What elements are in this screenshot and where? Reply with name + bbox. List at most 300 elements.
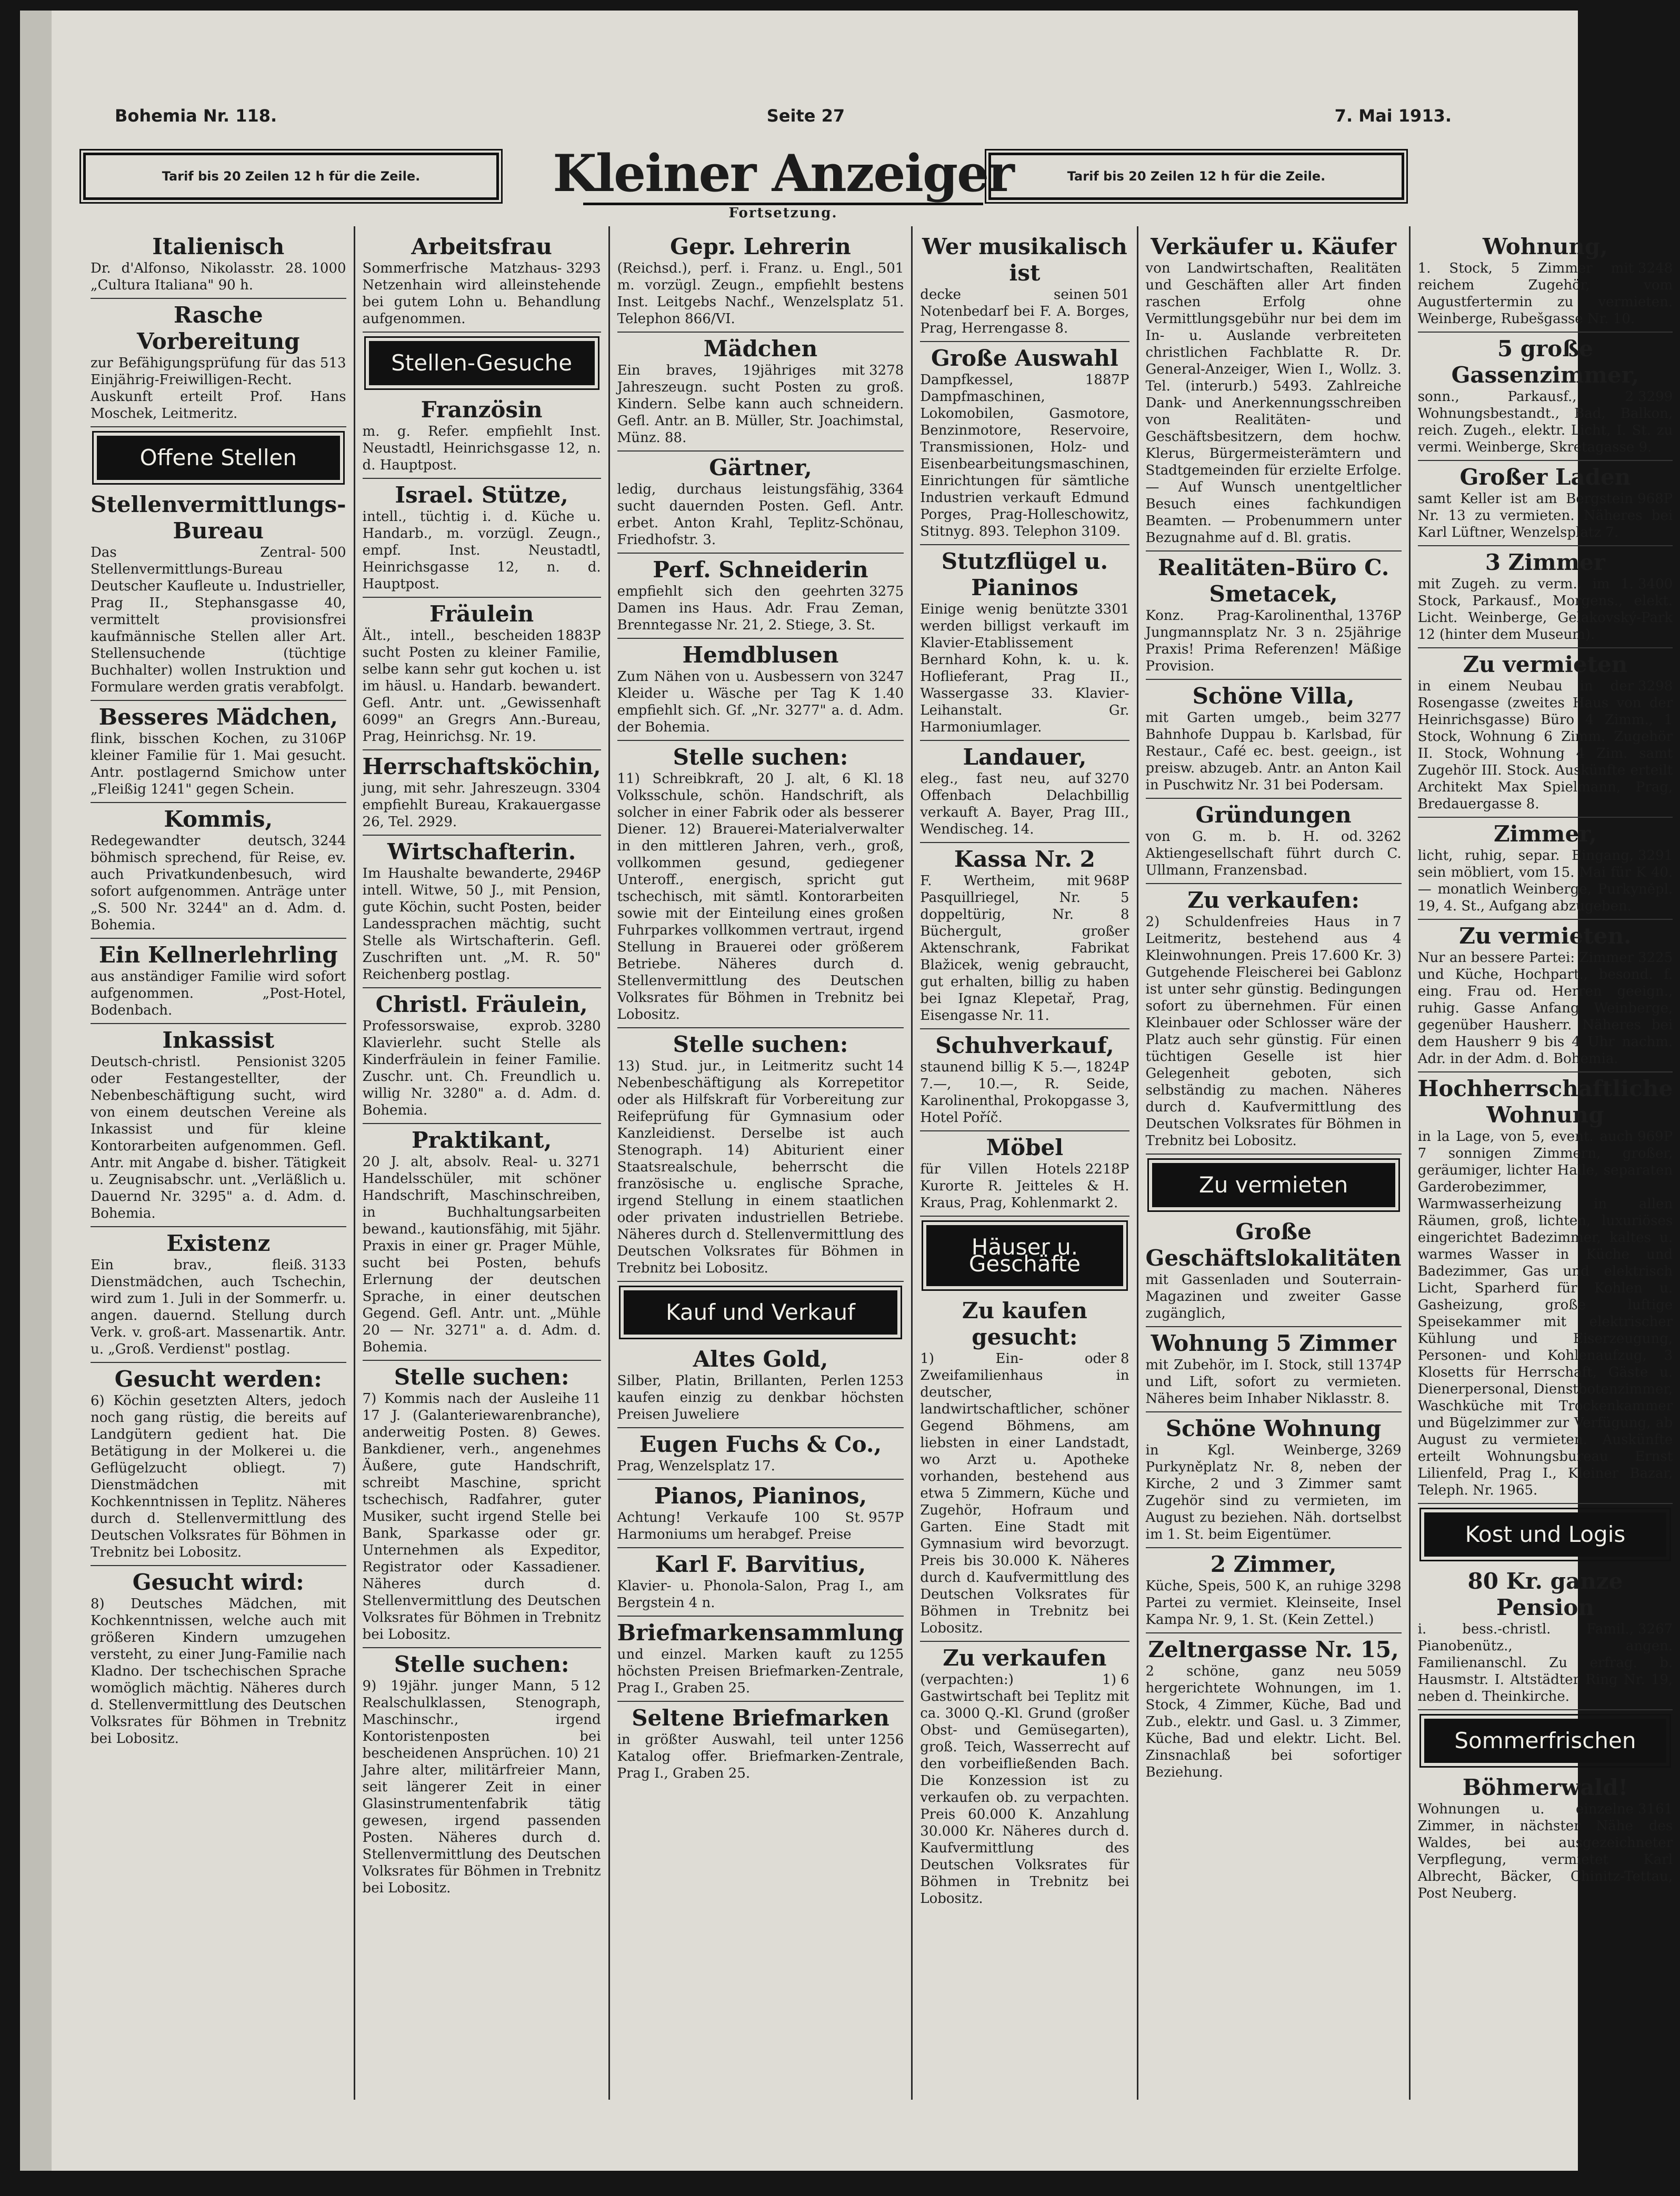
classified-ad: [617, 452, 904, 554]
ad-headline: Zu verkaufen:: [1187, 887, 1359, 913]
classified-ad: [617, 1343, 904, 1428]
ad-text: Das Zentral-Stellenvermittlungs-Bureau Deutscher Kaufleute u. Industrieller, Prag II., Stephansgasse 40, vermittelt provisionsfrei kaufmännische Stellen aller Art. Stellensuchende (tüchtige Buchhalter) wollen Instruktion und Formulare werden gratis verabfolgt.: [91, 545, 346, 695]
ad-text: 8) Deutsches Mädchen, mit Kochkenntnissen, welche auch mit größeren Kindern umzugehen versteht, zu einer Jung-Familie nach Kladno. Der tschechischen Sprache womöglich mächtig. Näheres durch d. Stellenvermittlung des Deutschen Volksrates für Böhmen in Trebnitz bei Lobositz.: [91, 1596, 346, 1747]
ad-body: [1146, 607, 1402, 675]
ad-reference-number: 3298: [1366, 1578, 1402, 1594]
classified-ad: [617, 1548, 904, 1617]
classified-ad: [91, 939, 346, 1024]
classified-ad: [1146, 1548, 1402, 1633]
ad-reference-number: 968P: [1094, 873, 1129, 889]
ad-text: mit Garten umgeb., beim Bahnhofe Duppau b. Karlsbad, für Restaur., Café ec. best. geeign., ist preisw. abzugeb. Antr. an Anton Kail in Puschwitz Nr. 31 bei Podersam.: [1145, 710, 1402, 793]
ad-body: [1146, 1663, 1402, 1781]
ad-reference-number: 1824P: [1085, 1059, 1129, 1075]
ad-headline: Französin: [421, 397, 543, 423]
classified-ad: [363, 1648, 601, 1901]
classified-ad: [91, 1363, 346, 1566]
ad-text: Zum Nähen von u. Ausbessern von Kleider u. Wäsche per Tag K 1.40 empfiehlt sich. Gf. „Nr. 3277" a. d. Adm. der Bohemia.: [617, 669, 904, 735]
ad-text: 20 J. alt, absolv. Real- u. Handelsschüler, mit schöner Handschrift, Maschinschreiben, in Buchhaltungsarbeiten bewand., kautionsfähig, mit 5jähr. Praxis in einer gr. Prager Mühle, sucht bei Posten, behufs Erlernung der deutschen Sprache, in einer deutschen Gegend. Gefl. Antr. unt. „Mühle 20 — Nr. 3271" a. d. Adm. d. Bohemia.: [362, 1154, 601, 1355]
masthead-title: Kleiner Anzeiger: [553, 144, 1014, 203]
ad-text: 1. Stock, 5 Zimmer mit reichem Zugehör, vom Augustfertermin zu vermieten. Weinberge, Rubešgasse Nr. 10.: [1417, 260, 1673, 327]
ad-body: [920, 601, 1129, 736]
ad-body: [617, 1509, 904, 1543]
ad-headline: Karl F. Barvitius,: [655, 1551, 866, 1577]
ad-text: von Landwirtschaften, Realitäten und Geschäften aller Art finden raschen Erfolg ohne Vermittlungsgebühr nur bei dem im In- u. Auslande verbreiteten christlichen Fachblatte R. Dr. General-Anzeiger, Wien I., Wollz. 3. Tel. (interurb.) 5493. Zahlreiche Dank- und Anerkennungsschreiben von Realitäten- und Geschäftsbesitzern, dem hochw. Klerus, Bürgermeisterämtern und Stadtgemeinden für erzielte Erfolge. — Auf Wunsch unentgeltlicher Besuch eines fachkundigen Beamten. — Probenummern unter Bezugnahme auf d. Bl. gratis.: [1145, 260, 1402, 546]
ad-headline: Zimmer,: [1493, 821, 1597, 847]
ad-reference-number: 3278: [869, 363, 904, 378]
ad-body: [617, 1372, 904, 1423]
section-heading-box: Kost und Logis: [1424, 1512, 1667, 1557]
classified-ad: [1146, 551, 1402, 680]
tariff-text-right: Tarif bis 20 Zeilen 12 h für die Zeile.: [1067, 169, 1326, 184]
ad-reference-number: 1256: [869, 1732, 904, 1748]
classified-ad: [617, 741, 904, 1028]
classified-ad: [920, 545, 1129, 741]
ad-text: Silber, Platin, Brillanten, Perlen kaufen einzig zu denkbar höchsten Preisen Juweliere: [617, 1373, 904, 1422]
ad-reference-number: 3275: [869, 584, 904, 599]
ad-text: (verpachten:) 1) Gastwirtschaft bei Teplitz mit ca. 3000 Q.-Kl. Grund (großer Obst- und Gemüsegarten), groß. Teich, Wasserrecht auf den vorbeifließenden Bach. Die Konzession ist zu verkaufen ob. zu verpachten. Preis 60.000 K. Anzahlung 30.000 Kr. Näheres durch d. Kaufvermittlung des Deutschen Volksrates für Böhmen in Trebnitz bei Lobositz.: [920, 1672, 1129, 1907]
ad-headline: Wirtschafterin.: [387, 839, 576, 865]
ad-headline: 5 große Gassenzimmer,: [1451, 336, 1639, 388]
classified-ad: [363, 1124, 601, 1361]
ad-body: [920, 770, 1129, 838]
ad-reference-number: 3248: [1638, 260, 1673, 276]
ad-column-6: [1411, 226, 1680, 2100]
classified-ad: [363, 598, 601, 750]
page-edge-shadow: [20, 11, 52, 2171]
ad-text: eleg., fast neu, auf Offenbach Delachbillig verkauft A. Bayer, Prag III., Wendischeg. 14.: [920, 771, 1129, 837]
ad-text: m. g. Refer. empfiehlt Inst. Neustadtl, Heinrichsgasse 12, n. d. Hauptpost.: [362, 424, 601, 473]
ad-body: [363, 627, 601, 745]
ad-body: [617, 1058, 904, 1277]
classified-ad: [1146, 680, 1402, 799]
ad-reference-number: 3133: [311, 1257, 346, 1273]
ad-reference-number: 1374P: [1357, 1357, 1402, 1373]
ad-text: flink, bisschen Kochen, zu kleiner Familie für 1. Mai gesucht. Antr. postlagernd Smichow unter „Fleißig 1241" gegen Schein.: [91, 731, 346, 797]
classified-ad: [363, 479, 601, 598]
ad-body: [91, 260, 346, 294]
ad-text: ledig, durchaus leistungsfähig, sucht dauernden Posten. Gefl. Antr. erbet. Anton Krahl, Teplitz-Schönau, Friedhofstr. 3.: [617, 482, 904, 548]
ad-body: [363, 423, 601, 474]
ad-reference-number: 501: [1103, 287, 1129, 303]
classified-ad: [1146, 884, 1402, 1155]
tariff-text-left: Tarif bis 20 Zeilen 12 h für die Zeile.: [162, 169, 421, 184]
classified-ad: [1418, 1771, 1673, 1906]
ad-headline: Zu vermieten.: [1459, 923, 1632, 949]
ad-headline: Existenz: [166, 1230, 271, 1256]
ad-text: Redegewandter deutsch, böhmisch sprechend, für Reise, ev. auch Privatkundenbesuch, wird sofort aufgenommen. Anträge unter „S. 500 Nr. 3244" an d. Adm. d. Bohemia.: [91, 833, 346, 933]
ad-headline: Arbeitsfrau: [411, 234, 552, 259]
classified-ad: [1146, 1412, 1402, 1548]
ad-text: Achtung! Verkaufe 100 St. Harmoniums um herabgef. Preise: [617, 1510, 865, 1542]
ad-body: [920, 1671, 1129, 1907]
ad-text: Ein brav., fleiß. Dienstmädchen, auch Tschechin, wird zum 1. Juli in der Sommerfr. u. angen. dauernd. Stellung durch Verk. v. groß-art. Massenartik. Antr. u. „Groß. Verdienst" postlag.: [91, 1257, 346, 1357]
ad-body: [91, 1054, 346, 1222]
classified-ad: [920, 1642, 1129, 1911]
ad-text: decke seinen Notenbedarf bei F. A. Borges, Prag, Herrengasse 8.: [920, 287, 1129, 336]
ad-body: [617, 770, 904, 1023]
classified-ad: [1146, 1327, 1402, 1412]
classified-ad: [920, 230, 1129, 342]
ad-text: Dr. d'Alfonso, Nikolasstr. 28. „Cultura Italiana" 90 h.: [91, 260, 307, 293]
ad-body: [1418, 1801, 1673, 1902]
classified-ad: [617, 1028, 904, 1282]
ad-text: (Reichsd.), perf. i. Franz. u. Engl., m. vorzügl. Zeugn., empfiehlt bestens Inst. Leitgebs Nachf., Wenzelsplatz 51. Telephon 866/VI.: [617, 260, 904, 327]
ad-body: [617, 1646, 904, 1697]
ad-text: Im Haushalte bewanderte, intell. Witwe, 50 J., mit Pension, gute Köchin, sucht Posten, beider Landessprachen mächtig, sucht Stelle als Wirtschafterin. Gefl. Zuschriften unt. „M. R. 50" Reichenberg postlag.: [362, 866, 601, 982]
ad-text: in einem Neubau in der Rosengasse (zweites Haus von der Heinrichsgasse) Büro 4 Zimm., 1 Stock, Wohnung 6 Zimm. Zugehör II. Stock, Wohnung 4 Zim. samt Zugehör III. Stock. Auskünfte erteilt Architekt Max Spielmann, Prag, Bredauergasse 8.: [1417, 678, 1673, 812]
ad-body: [91, 833, 346, 934]
ad-headline: Altes Gold,: [693, 1346, 828, 1372]
ad-text: 2) Schuldenfreies Haus in Leitmeritz, bestehend aus 4 Kleinwohnungen. Preis 17.600 Kr. 3) Gutgehende Fleischerei bei Gablonz ist unter sehr günstig. Bedingungen sofort zu übernehmen. Für einen Kleinbauer oder Schlosser wäre der Platz auch sehr günstig. Für einen tüchtigen Geselle ist hier Gelegenheit geboten, sich selbständig zu machen. Näheres durch d. Kaufvermittlung des Deutschen Volksrates für Böhmen in Trebnitz bei Lobositz.: [1145, 914, 1402, 1149]
ad-headline: Schöne Wohnung: [1165, 1416, 1382, 1441]
classified-ad: [1418, 1072, 1673, 1504]
ad-text: zur Befähigungsprüfung für das Einjährig-Freiwilligen-Recht. Auskunft erteilt Prof. Hans Moschek, Leitmeritz.: [91, 355, 346, 422]
ad-text: F. Wertheim, mit Pasquillriegel, Nr. 5 doppeltürig, Nr. 8 Büchergult, großer Aktenschrank, Fabrikat Blažicek, wenig gebraucht, gut erhalten, billig zu haben bei Ignaz Klepetař, Prag, Eisengasse Nr. 11.: [920, 873, 1129, 1024]
classified-ad: [1146, 799, 1402, 884]
ad-headline: Herrschaftsköchin,: [362, 754, 601, 779]
ad-reference-number: 6: [1121, 1672, 1129, 1688]
ad-body: [91, 1596, 346, 1747]
ad-text: in la Lage, von 5, event. auch 7 sonnigen Zimmern, großer, geräumiger, lichter Halle, separaten Garderobezimmer, Warmwasserheizung in allen Räumen, groß, lichten, luxuriöses eingerichtet Badezimmer, kaltes u. warmes Wasser in Küche und Badezimmer, Gas und elektrisch Licht, Sparherd für Kohlen u. Gasheizung, große luftige Speisekammer mit elektrischer Kühlung und Eiserzeugung, Personen- und Kohlenaufzug, 3 Klosetts für Herrschaft, Gäste u. Dienerpersonal, Dienstbotenzimmer, Waschküche mit Trockenkammer und Bügelzimmer zur Verfügung, ab August zu vermieten. Auskünfte erteilt Wohnungsbureau Ernst Lilienfeld, Prag I., Kleiner Bazar, Teleph. Nr. 1965.: [1417, 1129, 1673, 1498]
ad-text: 7) Kommis nach der Ausleihe 17 J. (Galanteriewarenbranche), anderweitig Posten. 8) Gewes. Bankdiener, verh., angenehmes Äußere, gute Handschrift, schreibt Maschine, spricht tschechisch, Radfahrer, guter Musiker, sucht irgend Stelle bei Bank, Sparkasse oder gr. Unternehmen als Expeditor, Registrator oder Kassadiener. Näheres durch d. Stellenvermittlung des Deutschen Volksrates für Böhmen in Trebnitz bei Lobositz.: [362, 1391, 601, 1642]
ad-reference-number: 3299: [1638, 389, 1673, 405]
ad-text: i. bess.-christl. Famil., Pianobenütz., angen. Familienanschl. Zu erfrag. b. Hausmstr. I. Altstädter Ring Nr. 19, neben d. Theinkirche.: [1417, 1621, 1673, 1704]
ad-reference-number: 3161: [1638, 1801, 1673, 1817]
classified-ad: [91, 299, 346, 427]
ad-headline: Zu kaufen gesucht:: [962, 1298, 1087, 1350]
classified-ad: [363, 988, 601, 1124]
classified-ad: [1146, 1216, 1402, 1327]
ad-body: [1418, 1128, 1673, 1499]
ad-body: [91, 1257, 346, 1358]
ad-reference-number: 11: [583, 1391, 601, 1407]
classified-ad: [363, 750, 601, 836]
ad-text: 13) Stud. jur., in Leitmeritz sucht Nebenbeschäftigung als Korrepetitor oder als Hilfskraft für Vorbereitung zur Reifeprüfung für Gymnasium oder Kanzleidienst. Derselbe ist auch Stenograph. 14) Abiturient einer Staatsrealschule, beherrscht die französische u. englische Sprache, irgend Stellung in einem staatlichen oder privaten industriellen Betriebe. Näheres durch d. Stellenvermittlung des Deutschen Volksrates für Böhmen in Trebnitz bei Lobositz.: [617, 1058, 904, 1276]
ad-reference-number: 1000: [311, 260, 346, 276]
ad-body: [363, 508, 601, 593]
ad-text: empfiehlt sich den geehrten Damen ins Haus. Adr. Frau Zeman, Brenntegasse Nr. 21, 2. Stiege, 3. St.: [617, 584, 904, 633]
ad-text: intell., tüchtig i. d. Küche u. Handarb., m. vorzügl. Zeugn., empf. Inst. Neustadtl, Heinrichsgasse 12, n. d. Hauptpost.: [362, 509, 601, 592]
ad-headline: Wohnung,: [1482, 234, 1608, 259]
ad-text: Ein braves, 19jähriges mit Jahreszeugn. sucht Posten zu groß. Kindern. Selbe kann auch schneidern. Gefl. Antr. an B. Müller, Str. Joachimstal, Münz. 88.: [617, 363, 904, 446]
classified-ad: [617, 554, 904, 639]
section-heading-box: Sommerfrischen: [1424, 1719, 1667, 1763]
ad-body: [920, 1059, 1129, 1126]
ad-headline: 2 Zimmer,: [1210, 1551, 1337, 1577]
ad-reference-number: 3205: [311, 1054, 346, 1070]
ad-reference-number: 3270: [1094, 771, 1129, 787]
ad-headline: Zu verkaufen: [943, 1645, 1107, 1671]
ad-headline: 3 Zimmer: [1485, 549, 1606, 575]
ad-text: Ält., intell., bescheiden sucht Posten zu kleiner Familie, selbe kann sehr gut kochen u. ist im häusl. u. Handarb. bewandert. Gefl. Antr. unt. „Gewissenhaft 6099" an Gregrs Ann.-Bureau, Prag, Heinrichsg. Nr. 19.: [362, 628, 601, 745]
ad-reference-number: 3298: [1638, 678, 1673, 694]
ad-reference-number: 18: [886, 771, 904, 787]
ad-reference-number: 7: [1393, 914, 1402, 930]
ad-text: Konz. Prag-Karolinenthal, Jungmannsplatz Nr. 3 n. 25jährige Praxis! Prima Referenzen! Mäßige Provision.: [1145, 608, 1402, 674]
classified-ad: [91, 1227, 346, 1363]
ad-text: mit Gassenladen und Souterrain-Magazinen und zweiter Gasse zugänglich,: [1145, 1272, 1402, 1321]
ad-headline: Briefmarkensammlung: [617, 1620, 904, 1646]
ad-text: Sommerfrische Matzhaus-Netzenhain wird alleinstehende bei gutem Lohn u. Behandlung aufgenommen.: [362, 260, 601, 327]
classified-ad: [91, 701, 346, 803]
ad-reference-number: 2946P: [556, 866, 601, 881]
ad-headline: Möbel: [986, 1135, 1064, 1160]
section-heading-box: Häuser u. Geschäfte: [926, 1225, 1123, 1286]
ad-reference-number: 3277: [1366, 710, 1402, 726]
classified-ad: [1418, 230, 1673, 333]
ad-reference-number: 8: [1121, 1351, 1129, 1367]
ad-reference-number: 3400: [1638, 576, 1673, 592]
classified-ad: [363, 1361, 601, 1648]
ad-body: [920, 372, 1129, 540]
ad-body: [1146, 1442, 1402, 1543]
ad-body: [1418, 490, 1673, 541]
classified-ad: [1418, 648, 1673, 818]
ad-reference-number: 1376P: [1357, 608, 1402, 624]
ad-reference-number: 3225: [1638, 950, 1673, 966]
ad-text: mit Zubehör, im I. Stock, still und Lift, sofort zu vermieten. Näheres beim Inhaber Niklasstr. 8.: [1145, 1357, 1402, 1407]
ad-headline: Zeltnergasse Nr. 15,: [1148, 1637, 1399, 1662]
ad-text: 11) Schreibkraft, 20 J. alt, 6 Kl. Volksschule, schön. Handschrift, als solcher in einer Fabrik oder als besserer Diener. 12) Brauerei-Materialverwalter in den mittleren Jahren, verh., groß, vollkommen gesund, gediegener Unteroff., energisch, spricht gut tschechisch, mit sämtl. Kontorarbeiten sowie mit der Einteilung eines großen Fuhrparkes vollkommen vertraut, irgend Stellung in Brauerei oder größerem Betriebe. Näheres durch d. Stellenvermittlung des Deutschen Volksrates für Böhmen in Trebnitz bei Lobositz.: [617, 771, 904, 1022]
ad-text: staunend billig K 5.—, 7.—, 10.—, R. Seide, Karolinenthal, Prokopgasse 3, Hotel Poříč.: [920, 1059, 1129, 1126]
ad-text: aus anständiger Familie wird sofort aufgenommen. „Post-Hotel, Bodenbach.: [91, 969, 346, 1018]
classified-ad: [91, 1024, 346, 1227]
ad-reference-number: 3304: [566, 780, 601, 796]
ad-headline: Seltene Briefmarken: [632, 1705, 889, 1731]
classified-ad: [617, 333, 904, 452]
ad-body: [1146, 914, 1402, 1149]
ad-body: [1146, 1357, 1402, 1407]
ad-headline: Israel. Stütze,: [395, 482, 568, 508]
ad-reference-number: 3280: [566, 1018, 601, 1034]
ad-text: sonn., Parkausf., 2 Wohnungsbestandt., Bad, Balkon, reich. Zugeh., elektr. Licht, I. St. zu vermi. Weinberge, Skretagasse 9.: [1417, 389, 1673, 455]
ad-headline: Hochherrschaftliche Wohnung: [1417, 1076, 1673, 1128]
ad-text: von G. m. b. H. od. Aktiengesellschaft führt durch C. Ullmann, Franzensbad.: [1145, 829, 1402, 878]
ad-reference-number: 1887P: [1085, 372, 1129, 388]
newspaper-page: [20, 11, 1673, 2171]
ad-column-4: [913, 226, 1138, 2100]
ad-body: [617, 1578, 904, 1611]
ad-text: Professorswaise, exprob. Klavierlehr. sucht Stelle als Kinderfräulein in feiner Familie. Zuschr. unt. Ch. Freundlich u. willig Nr. 3280" a. d. Adm. d. Bohemia.: [362, 1018, 601, 1118]
classified-ad: [617, 1702, 904, 1786]
ad-reference-number: 3269: [1366, 1442, 1402, 1458]
ad-reference-number: 3244: [311, 833, 346, 849]
ad-headline: Zu vermieten: [1463, 651, 1628, 677]
ad-reference-number: 3106P: [302, 731, 346, 747]
ad-text: in Kgl. Weinberge, Purkyněplatz Nr. 8, neben der Kirche, 2 und 3 Zimmer samt Zugehör sind zu vermieten, im August zu beziehen. Näh. dortselbst im 1. St. beim Eigentümer.: [1145, 1442, 1402, 1542]
ad-body: [617, 1458, 904, 1475]
ad-headline: Große Geschäftslokalitäten: [1145, 1219, 1402, 1271]
ad-column-5: [1138, 226, 1411, 2100]
ad-headline: Italienisch: [152, 234, 285, 259]
ad-headline: Besseres Mädchen,: [98, 704, 338, 730]
ad-body: [920, 873, 1129, 1024]
tariff-box-left: [83, 153, 499, 200]
ad-headline: Stutzflügel u. Pianinos: [941, 548, 1108, 600]
ad-headline: Wohnung 5 Zimmer: [1151, 1330, 1396, 1356]
classified-ad: [920, 342, 1129, 545]
ad-body: [363, 1678, 601, 1897]
ad-body: [617, 481, 904, 548]
classified-ad: [617, 639, 904, 741]
classified-ad: [363, 394, 601, 479]
classified-ad: [1146, 230, 1402, 551]
classified-ad: [617, 1480, 904, 1548]
ad-headline: Gründungen: [1195, 802, 1352, 828]
ad-reference-number: 500: [319, 545, 346, 560]
ad-text: Klavier- u. Phonola-Salon, Prag I., am Bergstein 4 n.: [617, 1578, 904, 1611]
ad-reference-number: 3267: [1638, 1621, 1673, 1637]
ad-reference-number: 969P: [1637, 1129, 1673, 1145]
ad-reference-number: 3291: [1638, 848, 1673, 864]
ad-body: [617, 362, 904, 446]
ad-body: [363, 1018, 601, 1119]
ad-headline: 80 Kr. ganze Pension: [1467, 1568, 1623, 1620]
ad-headline: Böhmerwald!: [1462, 1774, 1628, 1800]
ad-text: Nur an bessere Partei: Zimmer und Küche, Hochpart., besond. f. eing. Frau od. Herren geeign., ruhig. Gasse Anfang Weinberge, gegenüber Hausherr. Näheres bei dem Hausherr 9 bis 4 Uhr nachm. Adr. in der Adm. d. Bohemia.: [1417, 950, 1673, 1067]
classified-ad: [1418, 818, 1673, 920]
classified-ad: [1146, 1633, 1402, 1785]
classified-ad: [920, 1131, 1129, 1217]
ad-column-2: [355, 226, 610, 2100]
ad-headline: Großer Laden: [1459, 464, 1631, 490]
ad-headline: Stelle suchen:: [394, 1364, 569, 1390]
ad-text: Einige wenig benützte werden billigst verkauft im Klavier-Etablissement Bernhard Kohn, k. u. k. Hoflieferant, Prag II., Wassergasse 33. Klavier-Leihanstalt. Gr. Harmoniumlager.: [920, 601, 1129, 735]
ad-text: und einzel. Marken kauft zu höchsten Preisen Briefmarken-Zentrale, Prag I., Graben 25.: [617, 1647, 904, 1696]
classified-ad: [920, 741, 1129, 843]
ad-body: [91, 544, 346, 696]
ad-reference-number: 2218P: [1085, 1161, 1129, 1177]
ad-headline: Mädchen: [703, 336, 818, 362]
ad-headline: Kommis,: [164, 806, 273, 832]
classified-ad: [363, 836, 601, 988]
ad-text: mit Zugeh. zu verm., im 1. Stock, Parkausf., Morgens., elekt. Licht. Weinberge, Gelakovský-Park 12 (hinter dem Museum).: [1417, 576, 1673, 643]
issue-number: Bohemia Nr. 118.: [115, 106, 277, 126]
ad-body: [920, 1350, 1129, 1637]
ad-body: [363, 260, 601, 327]
ad-headline: Christl. Fräulein,: [375, 991, 588, 1017]
ad-headline: Stelle suchen:: [673, 1031, 848, 1057]
ad-text: 9) 19jähr. junger Mann, 5 Realschulklassen, Stenograph, Maschinschr., irgend Kontoristenposten bei bescheidenen Ansprüchen. 10) 21 Jahre alter, militärfreier Mann, seit längerer Zeit in einer Glasinstrumentenfabrik tätig gewesen, irgend passenden Posten. Näheres durch d. Stellenvermittlung des Deutschen Volksrates für Böhmen in Trebnitz bei Lobositz.: [362, 1678, 601, 1896]
ad-headline: Pianos, Pianinos,: [654, 1483, 867, 1509]
tariff-box-right: [988, 153, 1404, 200]
classified-ad: [1418, 546, 1673, 648]
ad-reference-number: 1253: [869, 1373, 904, 1389]
ad-body: [617, 668, 904, 736]
classified-ad: [91, 488, 346, 701]
ad-body: [1418, 1621, 1673, 1705]
ad-reference-number: 12: [583, 1678, 601, 1694]
ad-column-3: [610, 226, 913, 2100]
ad-headline: Schuhverkauf,: [935, 1032, 1114, 1058]
ad-headline: Praktikant,: [411, 1127, 552, 1153]
ad-reference-number: 1255: [869, 1647, 904, 1662]
ad-body: [1418, 388, 1673, 456]
ad-body: [1418, 576, 1673, 643]
classified-ad: [920, 1029, 1129, 1131]
ad-body: [91, 968, 346, 1019]
ad-reference-number: 3364: [869, 482, 904, 497]
ad-headline: Stellenvermittlungs-Bureau: [91, 492, 346, 544]
ad-headline: Gesucht werden:: [114, 1366, 322, 1392]
ad-reference-number: 501: [877, 260, 904, 276]
section-heading-box: Zu vermieten: [1152, 1163, 1395, 1207]
ad-body: [1418, 678, 1673, 813]
ad-body: [91, 1392, 346, 1561]
ad-reference-number: 513: [319, 355, 346, 371]
issue-date: 7. Mai 1913.: [1334, 106, 1452, 126]
ad-reference-number: 14: [886, 1058, 904, 1074]
classified-ad: [920, 843, 1129, 1029]
ad-reference-number: 3262: [1366, 829, 1402, 845]
ad-reference-number: 3247: [869, 669, 904, 685]
ad-text: samt Keller ist am Bergstein Nr. 13 zu vermieten. Näheres bei Karl Lüftner, Wenzelsplatz 7.: [1417, 491, 1673, 540]
ad-text: Dampfkessel, Dampfmaschinen, Lokomobilen, Gasmotore, Benzinmotore, Reservoire, Transmissionen, Holz- und Eisenbearbeitungsmaschinen, Einrichtungen für sämtliche Industrien verkauft Edmund Porges, Prag-Holleschowitz, Stitnyg. 893. Telephon 3109.: [920, 372, 1129, 539]
classified-ad: [91, 803, 346, 939]
ad-reference-number: 1883P: [556, 628, 601, 644]
classified-ad: [1418, 461, 1673, 546]
ad-body: [91, 730, 346, 798]
classified-ad: [91, 1566, 346, 1751]
ad-headline: Ein Kellnerlehrling: [98, 942, 338, 968]
ad-text: für Villen Hotels Kurorte R. Jeitteles & H. Kraus, Prag, Kohlenmarkt 2.: [920, 1161, 1129, 1211]
ad-text: 6) Köchin gesetzten Alters, jedoch noch gang rüstig, die bereits auf Landgütern gedient hat. Die Betätigung in der Molkerei u. die Geflügelzucht obliegt. 7) Dienstmädchen mit Kochkenntnissen in Teplitz. Näheres durch d. Stellenvermittlung des Deutschen Volksrates für Böhmen in Trebnitz bei Lobositz.: [91, 1393, 346, 1560]
ad-headline: Wer musikalisch ist: [922, 234, 1127, 286]
ad-body: [617, 1731, 904, 1782]
ad-reference-number: 3271: [566, 1154, 601, 1170]
ad-reference-number: 968P: [1637, 491, 1673, 507]
classified-ad: [617, 1617, 904, 1702]
ad-headline: Gesucht wird:: [132, 1569, 304, 1595]
ad-headline: Inkassist: [162, 1027, 275, 1053]
ad-text: licht, ruhig, separ. Eingang, sein möbliert, vom 15. Mai für K 40.— monatlich Weinberge, Purkyněpl. 19, 4. St., Aufgang abzugeben.: [1417, 848, 1673, 914]
ad-body: [1418, 260, 1673, 327]
ad-reference-number: 957P: [868, 1510, 904, 1526]
ad-text: 1) Ein- oder Zweifamilienhaus in deutscher, landwirtschaftlicher, schöner Gegend Böhmens, am liebsten in einer Landstadt, wo Arzt u. Apotheke vorhanden, bestehend aus etwa 5 Zimmern, Küche und Zugehör, Hofraum und Garten. Eine Stadt mit Gymnasium wird bevorzugt. Preis bis 30.000 K. Näheres durch d. Kaufvermittlung des Deutschen Volksrates für Böhmen in Trebnitz bei Lobositz.: [920, 1351, 1129, 1636]
ad-reference-number: 5059: [1366, 1663, 1402, 1679]
ad-body: [1146, 260, 1402, 546]
ad-body: [1146, 709, 1402, 794]
ad-body: [363, 865, 601, 983]
ad-headline: Kassa Nr. 2: [954, 846, 1095, 872]
ad-body: [920, 1161, 1129, 1211]
ad-body: [363, 1390, 601, 1643]
ad-headline: Realitäten-Büro C. Smetacek,: [1157, 555, 1389, 607]
page-header: [115, 100, 1452, 132]
ad-headline: Rasche Vorbereitung: [136, 302, 300, 354]
ad-body: [1146, 1271, 1402, 1322]
ad-text: Deutsch-christl. Pensionist oder Festangestellter, der Nebenbeschäftigung sucht, wird von einem deutschen Vereine als Inkassist und für kleine Kontorarbeiten aufgenommen. Gefl. Antr. mit Angabe d. bisher. Tätigkeit u. Zeugnisabschr. unt. „Verläßlich u. Dauernd Nr. 3295" a. d. Adm. d. Bohemia.: [91, 1054, 346, 1221]
ad-headline: Verkäufer u. Käufer: [1151, 234, 1397, 259]
classified-ad: [91, 230, 346, 299]
section-heading-box: Offene Stellen: [97, 436, 340, 480]
ad-column-1: [83, 226, 355, 2100]
ad-body: [1146, 828, 1402, 879]
ad-headline: Schöne Villa,: [1192, 683, 1355, 709]
ad-body: [1418, 949, 1673, 1067]
ad-body: [363, 780, 601, 830]
section-heading-box: Kauf und Verkauf: [624, 1290, 898, 1335]
ad-body: [91, 355, 346, 422]
ad-columns: [83, 226, 1673, 2100]
ad-body: [617, 260, 904, 327]
ad-body: [1418, 847, 1673, 915]
classified-ad: [617, 1428, 904, 1480]
ad-text: jung, mit sehr. Jahreszeugn. empfiehlt Bureau, Krakauergasse 26, Tel. 2929.: [362, 780, 601, 830]
section-heading-box: Stellen-Gesuche: [369, 341, 595, 385]
ad-body: [617, 583, 904, 634]
ad-text: Küche, Speis, 500 K, an ruhige Partei zu vermiet. Kleinseite, Insel Kampa Nr. 9, 1. St. (Kein Zettel.): [1145, 1578, 1402, 1628]
